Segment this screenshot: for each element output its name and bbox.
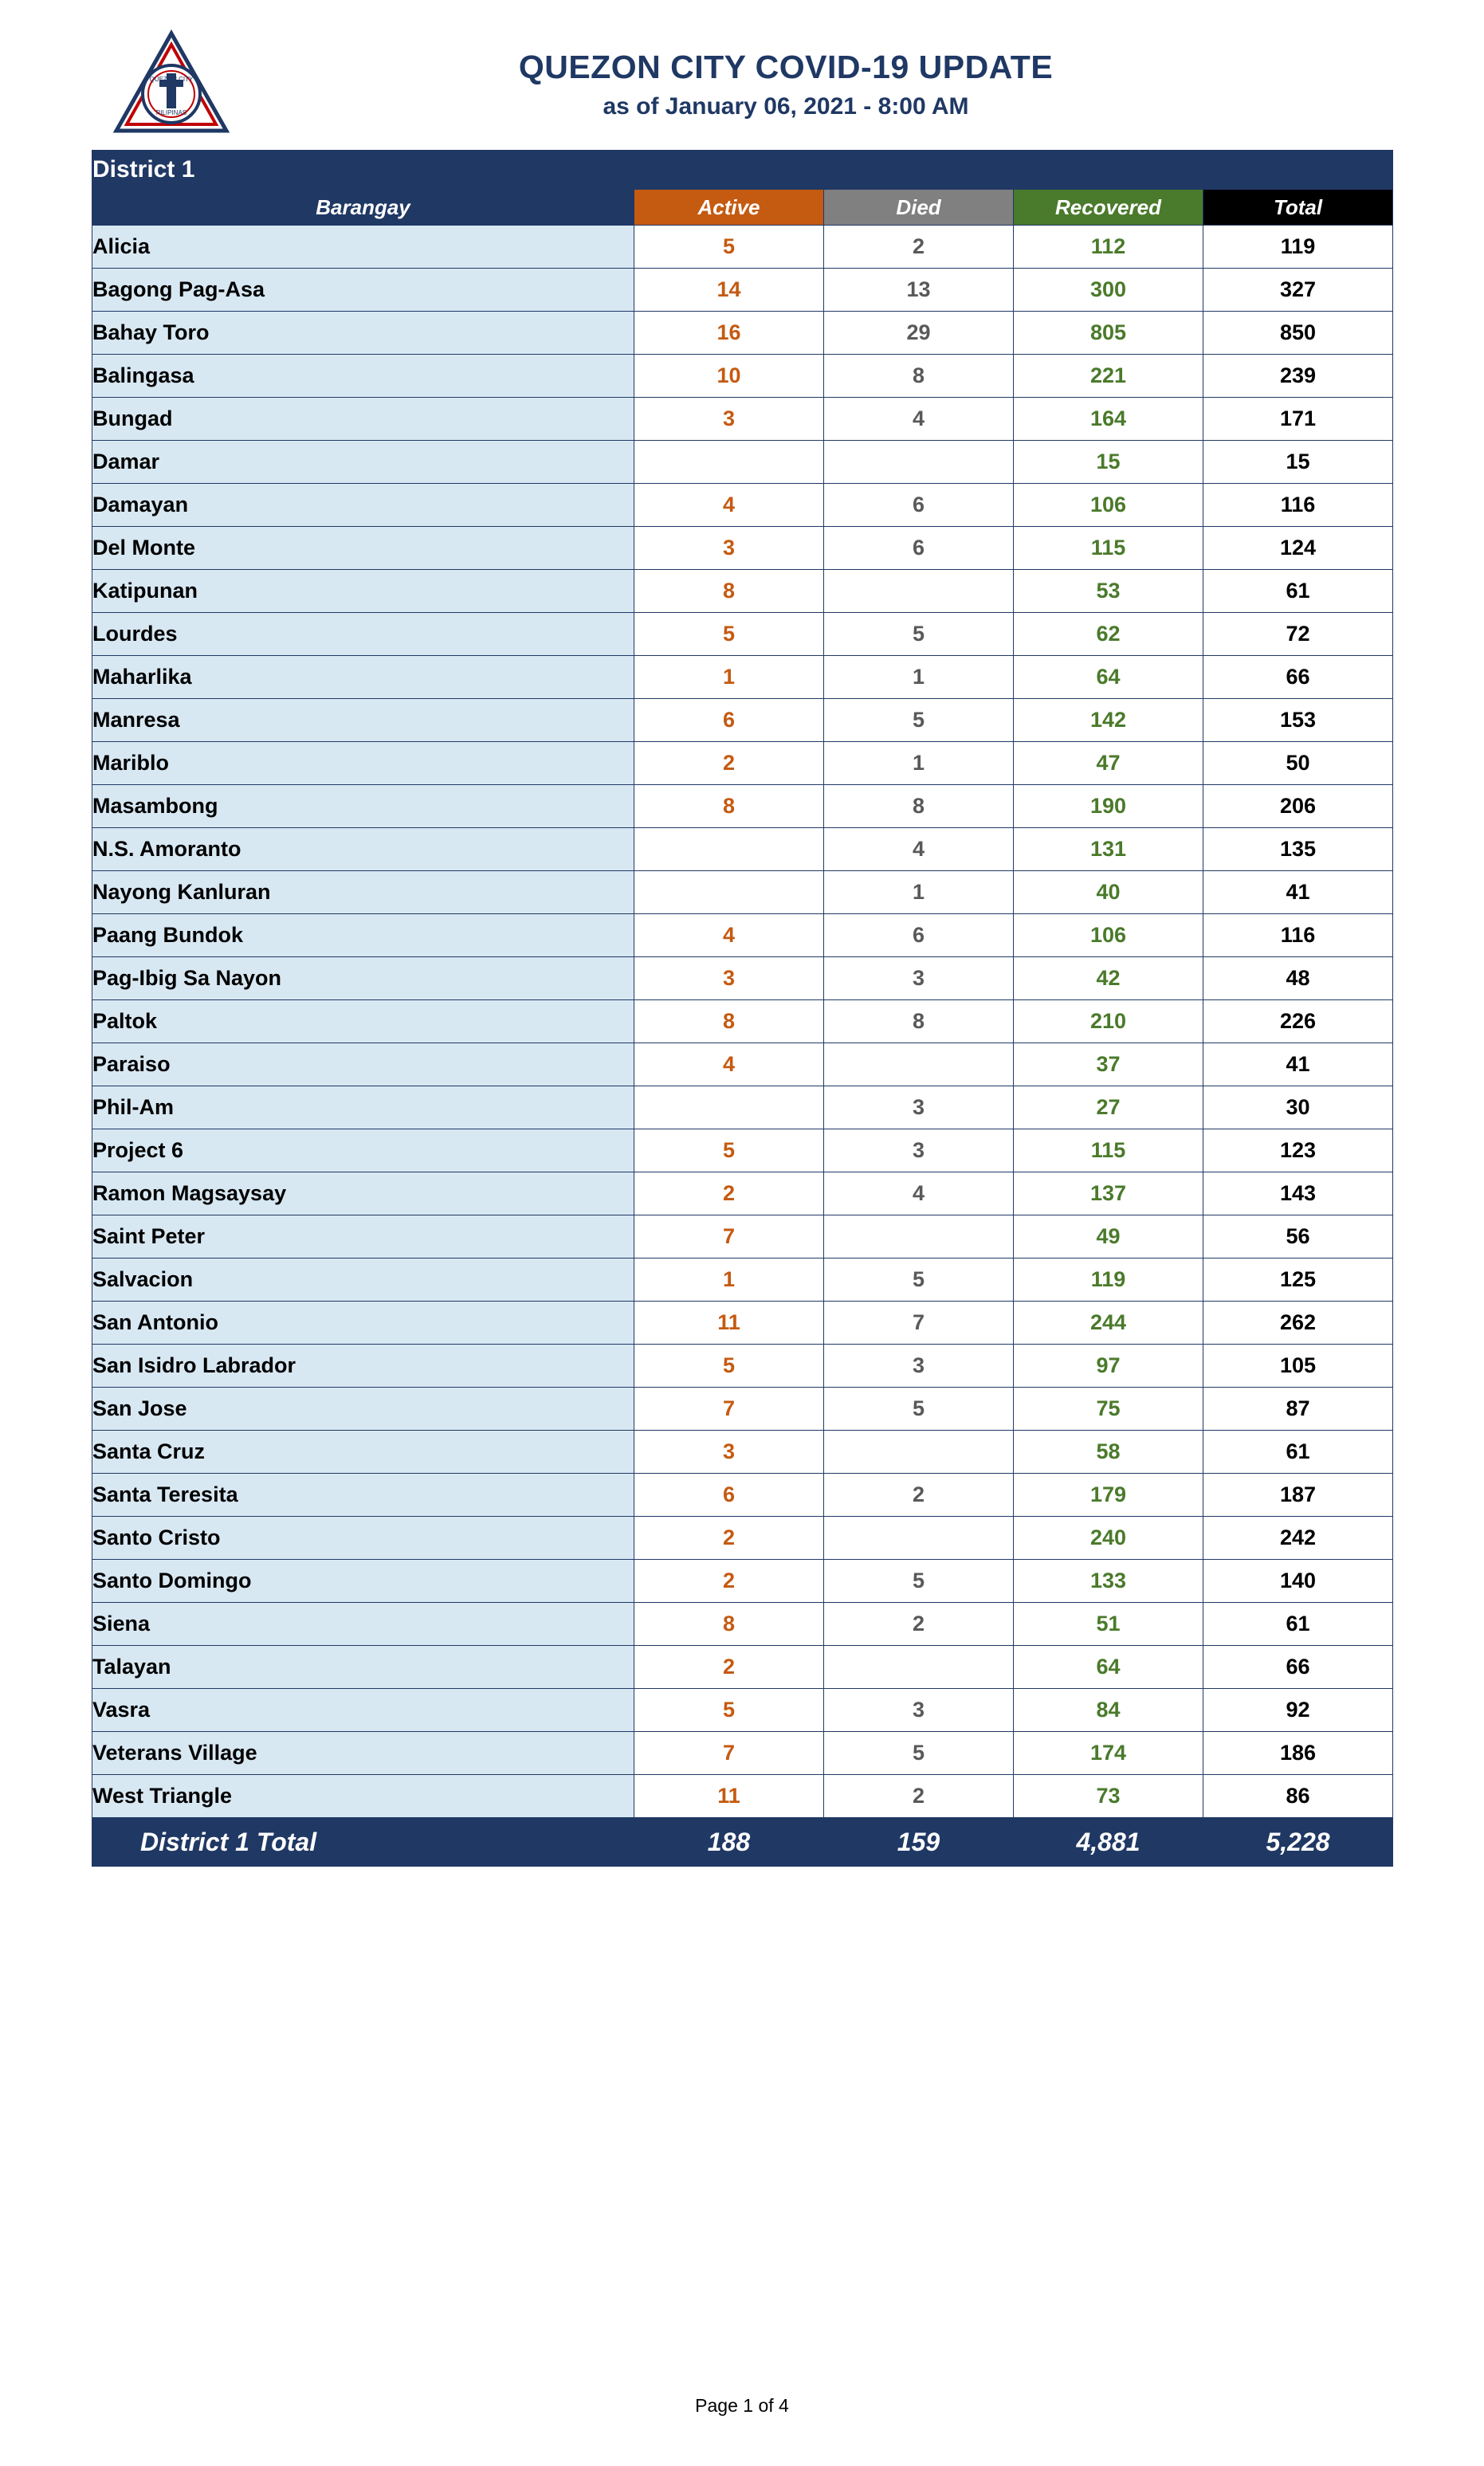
table-row <box>92 1689 1393 1732</box>
cell-active: 7 <box>634 1732 824 1775</box>
cell-total: 105 <box>1203 1345 1393 1388</box>
table-row <box>92 613 1393 656</box>
cell-recovered: 84 <box>1014 1689 1203 1732</box>
cell-recovered: 131 <box>1014 828 1203 871</box>
table-row <box>92 914 1393 957</box>
table-row <box>92 441 1393 484</box>
cell-died <box>824 441 1014 484</box>
district-total-died: 159 <box>824 1818 1014 1867</box>
cell-recovered: 75 <box>1014 1388 1203 1431</box>
cell-barangay: Salvacion <box>92 1259 634 1302</box>
cell-died: 8 <box>824 785 1014 828</box>
column-header-died: Died <box>824 190 1014 226</box>
cell-recovered: 73 <box>1014 1775 1203 1818</box>
cell-barangay: Santo Domingo <box>92 1560 634 1603</box>
table-row <box>92 1732 1393 1775</box>
cell-died: 2 <box>824 1474 1014 1517</box>
cell-active <box>634 828 824 871</box>
table-row <box>92 1474 1393 1517</box>
cell-active: 3 <box>634 527 824 570</box>
cell-died <box>824 1431 1014 1474</box>
cell-active <box>634 871 824 914</box>
cell-recovered: 15 <box>1014 441 1203 484</box>
table-row <box>92 226 1393 269</box>
cell-barangay: Damar <box>92 441 634 484</box>
cell-barangay: San Isidro Labrador <box>92 1345 634 1388</box>
cell-active: 4 <box>634 1043 824 1086</box>
table-row <box>92 828 1393 871</box>
cell-barangay: Bungad <box>92 398 634 441</box>
cell-died <box>824 1215 1014 1259</box>
cell-active: 8 <box>634 1603 824 1646</box>
district-total-label: District 1 Total <box>92 1818 634 1867</box>
cell-total: 125 <box>1203 1259 1393 1302</box>
covid-table-container <box>92 150 1392 1867</box>
cell-recovered: 244 <box>1014 1302 1203 1345</box>
cell-recovered: 240 <box>1014 1517 1203 1560</box>
cell-died: 5 <box>824 699 1014 742</box>
cell-recovered: 142 <box>1014 699 1203 742</box>
cell-barangay: Nayong Kanluran <box>92 871 634 914</box>
cell-barangay: Damayan <box>92 484 634 527</box>
district-header-row <box>92 151 1393 190</box>
cell-died: 3 <box>824 1689 1014 1732</box>
cell-active: 5 <box>634 613 824 656</box>
cell-total: 186 <box>1203 1732 1393 1775</box>
column-header-total: Total <box>1203 190 1393 226</box>
cell-died: 5 <box>824 1388 1014 1431</box>
cell-barangay: Paang Bundok <box>92 914 634 957</box>
cell-total: 66 <box>1203 656 1393 699</box>
cell-barangay: Project 6 <box>92 1129 634 1172</box>
cell-barangay: San Jose <box>92 1388 634 1431</box>
cell-died <box>824 1646 1014 1689</box>
table-row <box>92 699 1393 742</box>
table-row <box>92 527 1393 570</box>
title-block <box>183 49 1484 120</box>
cell-died: 4 <box>824 828 1014 871</box>
district-total-total: 5,228 <box>1203 1818 1393 1867</box>
cell-active: 7 <box>634 1215 824 1259</box>
cell-died: 8 <box>824 355 1014 398</box>
cell-active: 11 <box>634 1302 824 1345</box>
cell-total: 41 <box>1203 871 1393 914</box>
cell-barangay: Manresa <box>92 699 634 742</box>
cell-total: 92 <box>1203 1689 1393 1732</box>
cell-total: 153 <box>1203 699 1393 742</box>
cell-active: 5 <box>634 1345 824 1388</box>
cell-recovered: 133 <box>1014 1560 1203 1603</box>
cell-barangay: Paltok <box>92 1000 634 1043</box>
cell-total: 66 <box>1203 1646 1393 1689</box>
cell-total: 187 <box>1203 1474 1393 1517</box>
cell-died: 7 <box>824 1302 1014 1345</box>
column-header-row <box>92 190 1393 226</box>
cell-barangay: N.S. Amoranto <box>92 828 634 871</box>
document-header <box>0 0 1484 128</box>
table-body <box>92 226 1393 1818</box>
cell-recovered: 221 <box>1014 355 1203 398</box>
cell-total: 15 <box>1203 441 1393 484</box>
cell-total: 48 <box>1203 957 1393 1000</box>
column-header-active: Active <box>634 190 824 226</box>
cell-barangay: Mariblo <box>92 742 634 785</box>
table-row <box>92 269 1393 312</box>
table-row <box>92 398 1393 441</box>
cell-barangay: Del Monte <box>92 527 634 570</box>
cell-total: 87 <box>1203 1388 1393 1431</box>
table-row <box>92 785 1393 828</box>
cell-barangay: Maharlika <box>92 656 634 699</box>
table-row <box>92 957 1393 1000</box>
cell-active: 3 <box>634 957 824 1000</box>
cell-died: 5 <box>824 1732 1014 1775</box>
cell-total: 119 <box>1203 226 1393 269</box>
cell-recovered: 805 <box>1014 312 1203 355</box>
cell-died: 1 <box>824 871 1014 914</box>
table-row <box>92 742 1393 785</box>
cell-active: 5 <box>634 226 824 269</box>
table-row <box>92 1431 1393 1474</box>
cell-died: 8 <box>824 1000 1014 1043</box>
cell-active: 4 <box>634 484 824 527</box>
page-title: QUEZON CITY COVID-19 UPDATE <box>518 49 1054 86</box>
cell-died: 4 <box>824 398 1014 441</box>
cell-died <box>824 1043 1014 1086</box>
cell-total: 239 <box>1203 355 1393 398</box>
cell-active <box>634 1086 824 1129</box>
cell-died: 6 <box>824 484 1014 527</box>
cell-recovered: 49 <box>1014 1215 1203 1259</box>
cell-active: 5 <box>634 1129 824 1172</box>
cell-total: 123 <box>1203 1129 1393 1172</box>
district-total-recovered: 4,881 <box>1014 1818 1203 1867</box>
cell-barangay: Bagong Pag-Asa <box>92 269 634 312</box>
covid-data-table <box>92 150 1393 1867</box>
cell-total: 143 <box>1203 1172 1393 1215</box>
cell-recovered: 62 <box>1014 613 1203 656</box>
cell-total: 116 <box>1203 484 1393 527</box>
cell-active: 11 <box>634 1775 824 1818</box>
table-row <box>92 1345 1393 1388</box>
cell-recovered: 119 <box>1014 1259 1203 1302</box>
cell-died: 2 <box>824 1603 1014 1646</box>
cell-recovered: 51 <box>1014 1603 1203 1646</box>
table-row <box>92 1043 1393 1086</box>
table-row <box>92 1603 1393 1646</box>
cell-died: 3 <box>824 1345 1014 1388</box>
cell-recovered: 97 <box>1014 1345 1203 1388</box>
cell-barangay: Saint Peter <box>92 1215 634 1259</box>
table-row <box>92 1129 1393 1172</box>
cell-recovered: 64 <box>1014 656 1203 699</box>
table-row <box>92 1000 1393 1043</box>
cell-active: 5 <box>634 1689 824 1732</box>
page-subtitle: as of January 06, 2021 - 8:00 AM <box>603 92 969 120</box>
cell-total: 72 <box>1203 613 1393 656</box>
cell-died: 5 <box>824 1259 1014 1302</box>
svg-text:PILIPINAS: PILIPINAS <box>155 109 187 116</box>
cell-barangay: Phil-Am <box>92 1086 634 1129</box>
cell-total: 56 <box>1203 1215 1393 1259</box>
cell-active: 2 <box>634 1517 824 1560</box>
cell-died <box>824 1517 1014 1560</box>
cell-recovered: 115 <box>1014 527 1203 570</box>
table-row <box>92 656 1393 699</box>
table-row <box>92 1172 1393 1215</box>
cell-recovered: 174 <box>1014 1732 1203 1775</box>
table-row <box>92 1086 1393 1129</box>
cell-total: 124 <box>1203 527 1393 570</box>
cell-barangay: Santo Cristo <box>92 1517 634 1560</box>
table-row <box>92 1302 1393 1345</box>
district-label: District 1 <box>92 151 1393 190</box>
cell-active: 1 <box>634 656 824 699</box>
cell-barangay: Talayan <box>92 1646 634 1689</box>
page-number: Page 1 of 4 <box>695 2395 789 2416</box>
cell-recovered: 210 <box>1014 1000 1203 1043</box>
cell-recovered: 106 <box>1014 484 1203 527</box>
cell-active: 8 <box>634 785 824 828</box>
cell-died: 5 <box>824 1560 1014 1603</box>
cell-died: 3 <box>824 1086 1014 1129</box>
cell-barangay: Vasra <box>92 1689 634 1732</box>
table-row <box>92 484 1393 527</box>
cell-total: 61 <box>1203 570 1393 613</box>
cell-barangay: West Triangle <box>92 1775 634 1818</box>
table-row <box>92 570 1393 613</box>
cell-died: 29 <box>824 312 1014 355</box>
cell-recovered: 106 <box>1014 914 1203 957</box>
cell-recovered: 47 <box>1014 742 1203 785</box>
page-footer <box>0 2395 1484 2417</box>
table-row <box>92 1215 1393 1259</box>
cell-barangay: Siena <box>92 1603 634 1646</box>
cell-total: 262 <box>1203 1302 1393 1345</box>
table-row <box>92 1775 1393 1818</box>
cell-active <box>634 441 824 484</box>
district-total-active: 188 <box>634 1818 824 1867</box>
cell-active: 10 <box>634 355 824 398</box>
cell-active: 6 <box>634 1474 824 1517</box>
cell-recovered: 40 <box>1014 871 1203 914</box>
district-total-row <box>92 1818 1393 1867</box>
cell-total: 86 <box>1203 1775 1393 1818</box>
cell-recovered: 37 <box>1014 1043 1203 1086</box>
cell-active: 3 <box>634 1431 824 1474</box>
table-row <box>92 355 1393 398</box>
cell-total: 327 <box>1203 269 1393 312</box>
cell-died: 6 <box>824 527 1014 570</box>
cell-recovered: 53 <box>1014 570 1203 613</box>
cell-active: 2 <box>634 1646 824 1689</box>
cell-died: 3 <box>824 957 1014 1000</box>
cell-active: 16 <box>634 312 824 355</box>
cell-total: 61 <box>1203 1603 1393 1646</box>
cell-recovered: 115 <box>1014 1129 1203 1172</box>
cell-recovered: 300 <box>1014 269 1203 312</box>
cell-total: 140 <box>1203 1560 1393 1603</box>
cell-barangay: Lourdes <box>92 613 634 656</box>
cell-died: 1 <box>824 742 1014 785</box>
table-row <box>92 312 1393 355</box>
cell-barangay: Balingasa <box>92 355 634 398</box>
cell-total: 135 <box>1203 828 1393 871</box>
cell-died: 5 <box>824 613 1014 656</box>
column-header-barangay: Barangay <box>92 190 634 226</box>
cell-recovered: 164 <box>1014 398 1203 441</box>
cell-active: 2 <box>634 1560 824 1603</box>
cell-died: 3 <box>824 1129 1014 1172</box>
cell-died: 2 <box>824 1775 1014 1818</box>
cell-total: 242 <box>1203 1517 1393 1560</box>
cell-barangay: Katipunan <box>92 570 634 613</box>
cell-total: 171 <box>1203 398 1393 441</box>
cell-total: 41 <box>1203 1043 1393 1086</box>
cell-total: 206 <box>1203 785 1393 828</box>
cell-total: 50 <box>1203 742 1393 785</box>
cell-recovered: 27 <box>1014 1086 1203 1129</box>
column-header-recovered: Recovered <box>1014 190 1203 226</box>
cell-recovered: 58 <box>1014 1431 1203 1474</box>
cell-recovered: 42 <box>1014 957 1203 1000</box>
cell-active: 14 <box>634 269 824 312</box>
cell-active: 4 <box>634 914 824 957</box>
cell-died: 6 <box>824 914 1014 957</box>
cell-died: 4 <box>824 1172 1014 1215</box>
cell-barangay: Ramon Magsaysay <box>92 1172 634 1215</box>
cell-active: 7 <box>634 1388 824 1431</box>
cell-died: 13 <box>824 269 1014 312</box>
cell-total: 61 <box>1203 1431 1393 1474</box>
cell-died <box>824 570 1014 613</box>
cell-recovered: 190 <box>1014 785 1203 828</box>
cell-active: 8 <box>634 570 824 613</box>
table-row <box>92 1388 1393 1431</box>
cell-recovered: 137 <box>1014 1172 1203 1215</box>
cell-died: 1 <box>824 656 1014 699</box>
cell-barangay: Bahay Toro <box>92 312 634 355</box>
svg-text:QUEZON CITY: QUEZON CITY <box>149 76 194 83</box>
cell-recovered: 179 <box>1014 1474 1203 1517</box>
cell-barangay: Santa Cruz <box>92 1431 634 1474</box>
table-row <box>92 1560 1393 1603</box>
cell-active: 2 <box>634 742 824 785</box>
table-row <box>92 1646 1393 1689</box>
cell-barangay: Santa Teresita <box>92 1474 634 1517</box>
cell-barangay: Pag-Ibig Sa Nayon <box>92 957 634 1000</box>
cell-recovered: 64 <box>1014 1646 1203 1689</box>
table-row <box>92 1259 1393 1302</box>
cell-total: 226 <box>1203 1000 1393 1043</box>
cell-active: 3 <box>634 398 824 441</box>
cell-total: 116 <box>1203 914 1393 957</box>
cell-active: 2 <box>634 1172 824 1215</box>
cell-recovered: 112 <box>1014 226 1203 269</box>
cell-total: 850 <box>1203 312 1393 355</box>
cell-barangay: Veterans Village <box>92 1732 634 1775</box>
cell-barangay: Alicia <box>92 226 634 269</box>
cell-barangay: Paraiso <box>92 1043 634 1086</box>
cell-active: 1 <box>634 1259 824 1302</box>
quezon-city-seal-icon <box>112 29 231 140</box>
cell-total: 30 <box>1203 1086 1393 1129</box>
table-row <box>92 871 1393 914</box>
cell-active: 6 <box>634 699 824 742</box>
cell-died: 2 <box>824 226 1014 269</box>
cell-active: 8 <box>634 1000 824 1043</box>
cell-barangay: San Antonio <box>92 1302 634 1345</box>
table-row <box>92 1517 1393 1560</box>
cell-barangay: Masambong <box>92 785 634 828</box>
